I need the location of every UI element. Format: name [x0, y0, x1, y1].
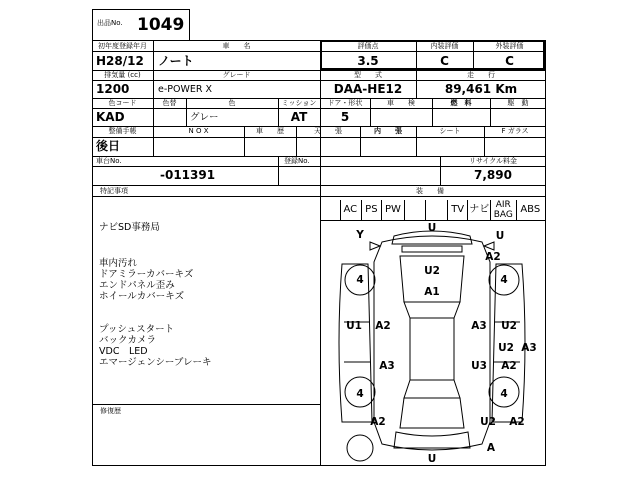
dmg-mark: 4 [500, 388, 508, 400]
glass-label: F ガラス [501, 127, 529, 135]
dmg-mark: A2 [501, 360, 517, 372]
note-2: ドアミラーカバーキズ [99, 269, 194, 280]
grade-label: グレード [222, 71, 251, 79]
interior2-label: 内 張 [374, 127, 402, 135]
dmg-mark: A3 [471, 320, 487, 332]
year-value: H28/12 [96, 54, 144, 68]
note-7: VDC LED [99, 346, 148, 357]
inspection-label: 車 検 [387, 99, 415, 107]
equip-abs: ABS [520, 204, 541, 215]
dmg-mark: 4 [500, 274, 508, 286]
score-value: 3.5 [357, 54, 379, 68]
note-1: 車内汚れ [99, 258, 138, 269]
equip-pw: PW [382, 200, 405, 220]
note-4: ホイールカバーキズ [99, 291, 185, 302]
dmg-mark: U [427, 453, 437, 465]
dmg-mark: A2 [375, 320, 391, 332]
color-code-label: 色コード [108, 99, 137, 107]
color-label: 色 [228, 99, 236, 107]
lot-number: 1049 [137, 15, 185, 35]
mileage-value: 89,461 Km [444, 82, 518, 96]
model-label: 型 式 [354, 71, 382, 79]
note-5: プッシュスタート [99, 324, 175, 335]
dmg-mark: A [486, 442, 496, 454]
dmg-mark: U2 [501, 320, 517, 332]
equip-ps: PS [362, 200, 383, 220]
dmg-mark: U [427, 222, 437, 234]
exterior-value: C [505, 54, 514, 68]
name-value: ノート [158, 54, 194, 68]
cc-label: 排気量 (cc) [104, 71, 141, 79]
equip-navi: ナビ [468, 200, 491, 220]
dmg-mark: 4 [356, 274, 364, 286]
history-label: 車 歴 [256, 127, 284, 135]
mission-value: AT [290, 110, 308, 124]
mileage-label: 走 行 [467, 71, 495, 79]
equip-tv: TV [448, 200, 469, 220]
dmg-mark: U1 [346, 320, 362, 332]
exterior-label: 外装評価 [495, 42, 524, 50]
recycle-value: 7,890 [474, 168, 512, 182]
dmg-mark: 4 [356, 388, 364, 400]
model-value: DAA-HE12 [333, 82, 403, 96]
repair-label: 修復歴 [100, 407, 121, 415]
roof-label: 天 張 [314, 127, 342, 135]
note-3: エンドパネル歪み [99, 280, 175, 291]
name-label: 車 名 [222, 42, 251, 50]
drive-label: 駆 動 [507, 99, 529, 107]
chassis-label: 車台No. [96, 157, 122, 165]
note-6: バックカメラ [99, 335, 157, 346]
note-0: ナビSD事務局 [99, 222, 160, 233]
dmg-mark: U3 [471, 360, 487, 372]
doors-value: 5 [340, 110, 350, 124]
lot-label: 出品No. [97, 19, 123, 27]
nox-label: N O X [188, 127, 209, 135]
grade-value: e-POWER X [158, 84, 213, 95]
interior-label: 内装評価 [430, 42, 459, 50]
notes-label: 特記事項 [100, 187, 128, 195]
dmg-mark: A3 [379, 360, 395, 372]
reg-label: 登録No. [284, 157, 310, 165]
doors-label: ドア・形状 [327, 99, 363, 107]
dmg-mark: U2 [480, 416, 496, 428]
score-label: 評価点 [357, 42, 379, 50]
dmg-mark: U2 [424, 265, 440, 277]
lot-box [92, 9, 190, 41]
cc-value: 1200 [96, 82, 130, 96]
equip-airbag: AIR BAG [491, 200, 517, 220]
chassis-value: -011391 [160, 168, 216, 182]
mission-label: ミッション [281, 99, 317, 107]
interior-value: C [440, 54, 449, 68]
equip-ac: AC [340, 200, 362, 220]
dmg-mark: A3 [521, 342, 537, 354]
color-change-label: 色替 [162, 99, 177, 107]
equip-blank-1 [405, 200, 427, 220]
manual-value: 後日 [96, 139, 121, 153]
equip-blank-2 [426, 200, 448, 220]
color-code-value: KAD [96, 110, 125, 124]
color-value: グレー [190, 112, 219, 123]
dmg-mark: A2 [485, 251, 501, 263]
equipment-label: 装 備 [416, 187, 444, 195]
dmg-mark: U2 [498, 342, 514, 354]
dmg-mark: A2 [370, 416, 386, 428]
note-8: エマージェンシーブレーキ [99, 357, 212, 368]
seat-label: シート [439, 127, 461, 135]
manual-label: 整備手帳 [108, 127, 137, 135]
dmg-mark: U [495, 230, 505, 242]
recycle-label: リサイクル料金 [468, 157, 518, 165]
fuel-label: 燃 料 [450, 99, 472, 107]
equipment-grid [340, 200, 544, 220]
dmg-mark: A2 [509, 416, 525, 428]
dmg-mark: A1 [424, 286, 440, 298]
year-label: 初年度登録年月 [98, 42, 147, 50]
dmg-mark: Y [356, 229, 364, 241]
